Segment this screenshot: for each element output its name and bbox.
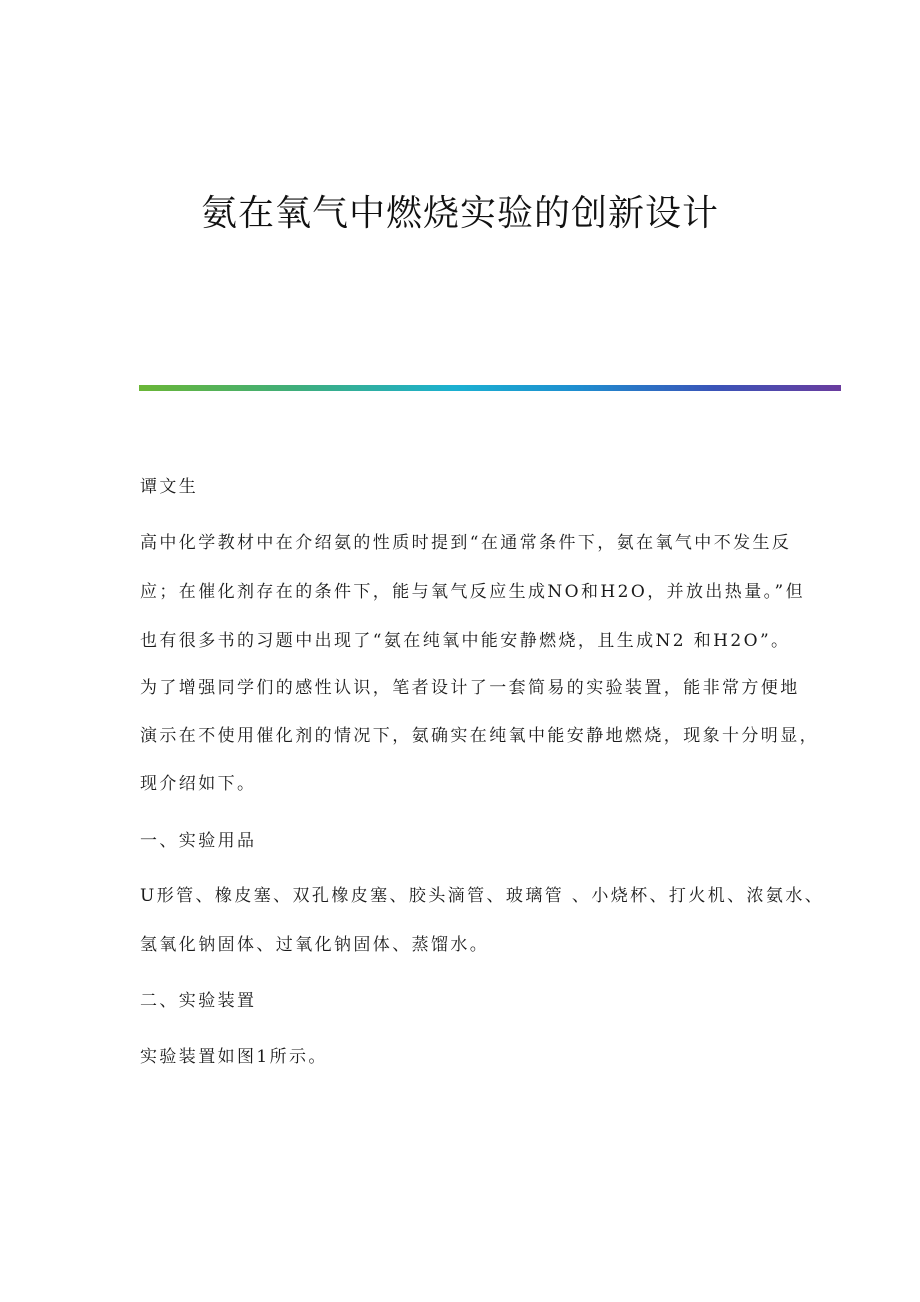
title-divider [139,385,841,391]
intro-line: 高中化学教材中在介绍氨的性质时提到“在通常条件下，氨在氧气中不发生反 [140,533,792,553]
intro-line: 演示在不使用催化剂的情况下，氨确实在纯氧中能安静地燃烧，现象十分明显， [140,726,819,746]
intro-line: 现介绍如下。 [140,774,257,794]
section-heading-materials: 一、实验用品 [140,831,257,851]
apparatus-text: 实验装置如图1所示。 [140,1047,328,1067]
materials-line: U形管、橡皮塞、双孔橡皮塞、胶头滴管、玻璃管 、小烧杯、打火机、浓氨水、 [140,886,825,906]
intro-line: 也有很多书的习题中出现了“氨在纯氧中能安静燃烧，且生成N2 和H2O”。 [140,631,791,651]
intro-line: 为了增强同学们的感性认识，笔者设计了一套简易的实验装置，能非常方便地 [140,678,800,698]
intro-line: 应；在催化剂存在的条件下，能与氧气反应生成NO和H2O，并放出热量。”但 [140,582,805,602]
materials-line: 氢氧化钠固体、过氧化钠固体、蒸馏水。 [140,935,490,955]
author-name: 谭文生 [140,477,199,497]
section-heading-apparatus: 二、实验装置 [140,991,257,1011]
document-title: 氨在氧气中燃烧实验的创新设计 [200,193,719,234]
